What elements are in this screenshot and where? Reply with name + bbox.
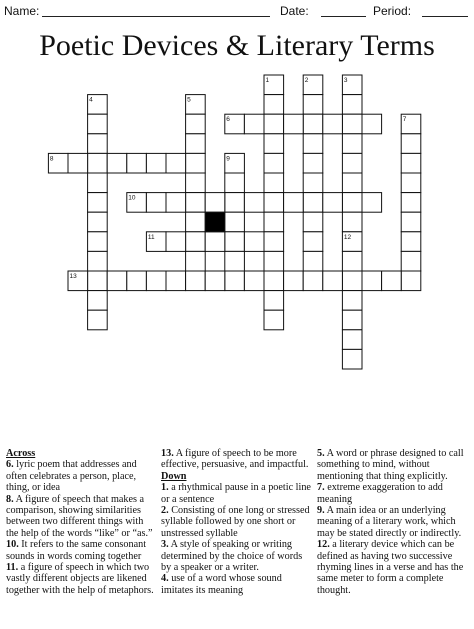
grid-cell[interactable]	[362, 193, 382, 213]
grid-cell[interactable]	[401, 134, 421, 154]
grid-cell[interactable]	[303, 134, 323, 154]
grid-cell[interactable]	[244, 232, 264, 252]
grid-cell[interactable]	[186, 271, 206, 291]
grid-number: 3	[343, 77, 348, 84]
across-clue-13: 13. A figure of speech to be more effective, persuasive, and impactful.	[161, 448, 309, 471]
grid-cell[interactable]	[264, 232, 284, 252]
grid-cell[interactable]	[342, 173, 362, 193]
grid-cell[interactable]	[342, 134, 362, 154]
down-clue-5: 5. A word or phrase designed to call something to mind, without mentioning that thing explicitly.	[317, 448, 464, 482]
grid-cell[interactable]	[401, 232, 421, 252]
grid-cell[interactable]	[303, 232, 323, 252]
grid-number: 9	[226, 155, 230, 163]
grid-cell[interactable]	[186, 153, 206, 173]
grid-number: 1	[265, 77, 270, 84]
grid-cell[interactable]	[264, 193, 284, 213]
grid-cell[interactable]	[186, 232, 206, 252]
grid-cell[interactable]	[362, 271, 382, 291]
grid-cell[interactable]	[264, 95, 284, 115]
across-clues-column-1	[6, 448, 156, 596]
grid-cell[interactable]	[342, 291, 362, 311]
grid-cell[interactable]	[342, 330, 362, 350]
grid-cell[interactable]	[107, 271, 127, 291]
grid-cell[interactable]	[303, 193, 323, 213]
grid-cell[interactable]	[205, 232, 225, 252]
grid-cell[interactable]	[88, 232, 108, 252]
page-title: Poetic Devices & Literary Terms	[39, 29, 435, 62]
grid-cell[interactable]	[303, 251, 323, 271]
grid-number: 4	[89, 96, 93, 104]
grid-cell[interactable]	[264, 134, 284, 154]
grid-number: 11	[147, 233, 155, 241]
grid-cell[interactable]	[225, 173, 245, 193]
down-clue-1: 1. a rhythmical pause in a poetic line or a sentence	[161, 482, 311, 505]
down-clue-9: 9. A main idea or an underlying meaning of a literary work, which may be stated directly or indirectly.	[317, 505, 462, 539]
grid-cell[interactable]	[225, 251, 245, 271]
down-clue-4: 4. use of a word whose sound imitates its meaning	[161, 573, 282, 596]
grid-cell[interactable]	[205, 193, 225, 213]
grid-cell[interactable]	[303, 153, 323, 173]
grid-cell[interactable]	[68, 153, 88, 173]
grid-cell[interactable]	[401, 173, 421, 193]
grid-cell[interactable]	[303, 173, 323, 193]
grid-cell[interactable]	[225, 212, 245, 232]
grid-number: 12	[343, 233, 352, 241]
grid-cell[interactable]	[303, 212, 323, 232]
grid-cell[interactable]	[146, 193, 166, 213]
grid-cell[interactable]	[88, 114, 108, 134]
grid-cell[interactable]	[186, 193, 206, 213]
grid-number: 5	[187, 96, 191, 104]
grid-cell[interactable]	[342, 349, 362, 369]
grid-cell[interactable]	[401, 153, 421, 173]
grid-cell[interactable]	[88, 193, 108, 213]
down-heading: Down	[161, 470, 187, 482]
grid-cell[interactable]	[342, 153, 362, 173]
grid-cell[interactable]	[186, 212, 206, 232]
grid-cell[interactable]	[342, 114, 362, 134]
grid-cell[interactable]	[88, 310, 108, 330]
grid-cell[interactable]	[401, 193, 421, 213]
grid-cell[interactable]	[342, 310, 362, 330]
grid-cell[interactable]	[186, 134, 206, 154]
grid-cell[interactable]	[342, 212, 362, 232]
grid-number: 7	[402, 116, 407, 124]
grid-cell[interactable]	[264, 310, 284, 330]
across-clue-8: 8. A figure of speech that makes a comparison, showing similarities between two different things with the help of the words “like” or “as.”	[6, 493, 153, 539]
down-clue-2: 2. Consisting of one long or stressed syllable followed by one short or unstressed syllable	[161, 505, 310, 539]
across-heading: Across	[6, 448, 36, 459]
grid-number: 10	[128, 194, 136, 202]
across-clue-10: 10. It refers to the same consonant sounds in words coming together	[6, 539, 147, 562]
grid-cell[interactable]	[323, 271, 343, 291]
grid-cell[interactable]	[401, 271, 421, 291]
grid-cell[interactable]	[264, 173, 284, 193]
grid-cell[interactable]	[166, 232, 186, 252]
name-label: Name:	[4, 4, 40, 18]
grid-cell[interactable]	[146, 153, 166, 173]
grid-cell[interactable]	[342, 193, 362, 213]
grid-cell[interactable]	[166, 153, 186, 173]
across-clue-6: 6. lyric poem that addresses and often celebrates a person, place, thing, or idea	[6, 459, 137, 494]
down-clue-7: 7. extreme exaggeration to add meaning	[317, 482, 443, 505]
grid-cell[interactable]	[166, 271, 186, 291]
grid-cell[interactable]	[284, 193, 304, 213]
grid-number: 2	[304, 77, 309, 84]
grid-cell[interactable]	[264, 114, 284, 134]
grid-cell[interactable]	[264, 153, 284, 173]
grid-cell[interactable]	[88, 173, 108, 193]
grid-cell[interactable]	[205, 271, 225, 291]
grid-number: 8	[49, 155, 54, 163]
down-clues-column-3	[317, 448, 469, 596]
period-label: Period:	[373, 4, 412, 18]
grid-cell[interactable]	[107, 153, 127, 173]
down-clue-12: 12. a literary device which can be defined as having two successive rhyming lines in a verse and has the same meter to form a complete thought.	[317, 539, 464, 596]
grid-cell[interactable]	[303, 114, 323, 134]
grid-cell[interactable]	[362, 114, 382, 134]
grid-cell[interactable]	[382, 271, 402, 291]
grid-cell[interactable]	[284, 114, 304, 134]
grid-cell[interactable]	[284, 271, 304, 291]
grid-cell[interactable]	[88, 153, 108, 173]
grid-cell[interactable]	[186, 114, 206, 134]
grid-cell[interactable]	[225, 232, 245, 252]
grid-cell[interactable]	[88, 212, 108, 232]
grid-cell[interactable]	[264, 291, 284, 311]
grid-cell[interactable]	[244, 193, 264, 213]
grid-cell[interactable]	[88, 271, 108, 291]
blocked-cell	[205, 212, 225, 232]
grid-cell[interactable]	[127, 153, 147, 173]
grid-cell[interactable]	[323, 114, 343, 134]
across-clue-11: 11. a figure of speech in which two vastly different objects are likened together with the help of metaphors.	[6, 562, 154, 596]
grid-cell[interactable]	[88, 291, 108, 311]
grid-cell[interactable]	[303, 95, 323, 115]
grid-cell[interactable]	[244, 114, 264, 134]
clues-column-2	[161, 448, 311, 596]
grid-cell[interactable]	[401, 251, 421, 271]
grid-cell[interactable]	[88, 134, 108, 154]
grid-number: 13	[69, 273, 77, 280]
grid-cell[interactable]	[342, 271, 362, 291]
grid-cell[interactable]	[264, 271, 284, 291]
grid-cell[interactable]	[244, 271, 264, 291]
grid-cell[interactable]	[225, 193, 245, 213]
grid-cell[interactable]	[225, 271, 245, 291]
grid-cell[interactable]	[166, 193, 186, 213]
grid-cell[interactable]	[88, 251, 108, 271]
grid-cell[interactable]	[127, 271, 147, 291]
grid-cell[interactable]	[146, 271, 166, 291]
grid-cell[interactable]	[186, 173, 206, 193]
grid-cell[interactable]	[342, 251, 362, 271]
down-clue-3: 3. A style of speaking or writing determined by the choice of words by a speaker or a writer.	[161, 539, 303, 574]
grid-number: 6	[226, 116, 230, 124]
grid-cell[interactable]	[323, 193, 343, 213]
grid-cell[interactable]	[264, 212, 284, 232]
grid-cell[interactable]	[401, 212, 421, 232]
grid-cell[interactable]	[342, 95, 362, 115]
date-label: Date:	[280, 4, 309, 18]
grid-cell[interactable]	[264, 251, 284, 271]
grid-cell[interactable]	[303, 271, 323, 291]
grid-cell[interactable]	[186, 251, 206, 271]
